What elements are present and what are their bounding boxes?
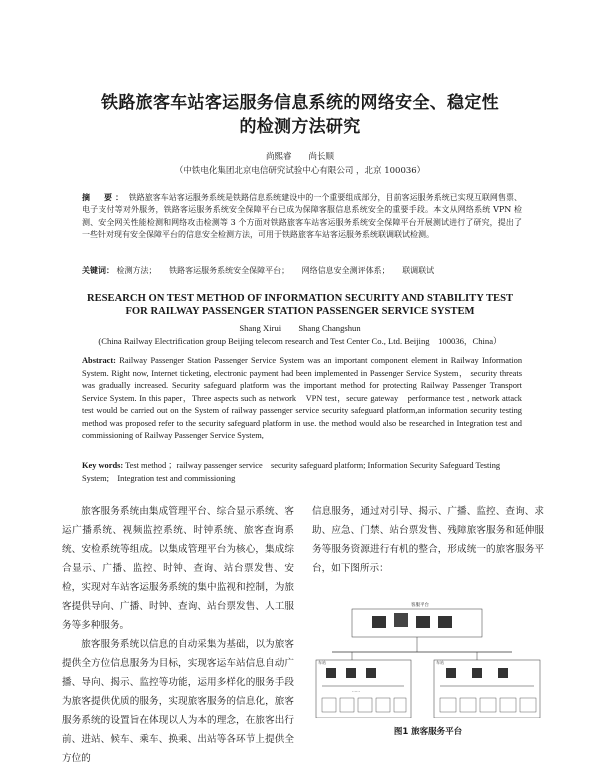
keywords-en-text: Test method ；railway passenger service security safeguard platform; Information Security Safeguard Testing System; Integration test and commissioning xyxy=(82,461,501,483)
abstract-en-label: Abstract: xyxy=(82,356,116,365)
subsystem-box xyxy=(394,698,406,712)
server-icon xyxy=(394,613,408,627)
body-right-column xyxy=(312,502,544,578)
keywords-cn-label: 关键词： xyxy=(82,266,114,275)
title-cn-line2: 的检测方法研究 xyxy=(239,117,361,137)
figure-top-label: 客服平台 xyxy=(411,603,429,608)
keyword-cn: 铁路客运服务系统安全保障平台； xyxy=(169,266,290,275)
abstract-cn-text: 铁路旅客车站客运服务系统是铁路信息系统建设中的一个重要组成部分，目前客运服务系统已实现互联网售票、电子支付等对外服务，铁路客运服务系统安全保障平台已成为保障客服信息系统安全的重要手段。本文从网络系统 VPN 检测、安全网关性能检测和网络攻击检测等 3 个方面对铁路旅客车站客运服务系统安全保障平台开展测试进行了研究，提出了一些针对现有安全保障平台的信息安全检测方法，可用于铁路旅客车站客运服务系统联调联试检测。 xyxy=(82,193,522,240)
authors-cn: 尚熙睿 尚长顺 xyxy=(265,152,334,162)
station-right-label: 车站 xyxy=(436,660,444,665)
subsystem-box xyxy=(322,698,336,712)
abstract-cn xyxy=(82,192,522,242)
keyword-cn: 联调联试 xyxy=(402,266,435,275)
body-paragraph: 信息服务，通过对引导、揭示、广播、监控、查询、求助、应急、门禁、站台票发售、残障旅客服务和延伸服务等服务资源进行有机的整合，形成统一的旅客服务平台，如下图所示： xyxy=(312,506,544,574)
subsystem-box xyxy=(358,698,372,712)
station-server-icon xyxy=(446,668,456,678)
station-server-icon xyxy=(366,668,376,678)
station-left-label: 车站 xyxy=(318,660,326,665)
keyword-cn: 检测方法； xyxy=(116,266,157,275)
keywords-en-label: Key words: xyxy=(82,461,124,470)
subsystem-box xyxy=(340,698,354,712)
keywords-en xyxy=(82,460,522,485)
body-paragraph: 旅客服务系统以信息的自动采集为基础，以为旅客提供全方位信息服务为目标，实现客运车站信息自动广播、导向、揭示、监控等功能，运用多样化的服务手段为旅客提供优质的服务，实现旅客服务的信息化，旅客服务系统的设置旨在体现以人为本的理念，在旅客出行前、进站、候车、乘车、换乘、出站等各环节上提供全方位的 xyxy=(62,639,294,764)
passenger-service-platform-diagram xyxy=(312,600,544,718)
subsystem-box xyxy=(520,698,536,712)
subsystem-box xyxy=(376,698,390,712)
affiliation-en: (China Railway Electrification group Beijing telecom research and Test Center Co., Ltd. Beijing 100036，China） xyxy=(98,336,502,346)
subsystem-box xyxy=(500,698,516,712)
abstract-en-text: Railway Passenger Station Passenger Service System was an important component element in Railway Information System. Right now, Internet ticketing, electronic payment had been implemented in Passenger Service System， security threats was gradually increased. Security safeguard platform was the important method for protecting Railway Passenger Transport Service System. In this paper，Three aspects such as network VPN test，secure gateway performance test , network attack test would be carried out on the System of railway passenger service security safeguard platform,an information security testing method was proposed refer to the security safeguard platform in use. the method would also be researched in Integration test and commissioning of Railway Passenger Service System, xyxy=(82,356,523,440)
dots-label: …… xyxy=(352,688,360,693)
server-icon xyxy=(416,616,430,628)
authors-en: Shang Xirui Shang Changshun xyxy=(239,323,361,333)
abstract-cn-label: 摘 要： xyxy=(82,193,127,202)
title-en-line2: FOR RAILWAY PASSENGER STATION PASSENGER SERVICE SYSTEM xyxy=(125,306,475,317)
abstract-en xyxy=(82,355,522,443)
subsystem-box xyxy=(460,698,476,712)
title-en-line1: RESEARCH ON TEST METHOD OF INFORMATION SECURITY AND STABILITY TEST xyxy=(86,293,514,304)
station-server-icon xyxy=(346,668,356,678)
station-server-icon xyxy=(326,668,336,678)
station-server-icon xyxy=(472,668,482,678)
body-paragraph: 旅客服务系统由集成管理平台、综合显示系统、客运广播系统、视频监控系统、时钟系统、旅客查询系统、安检系统等组成。以集成管理平台为核心，集成综合显示、广播、监控、时钟、查询、站台票发售、安检，实现对车站客运服务系统的集中监视和控制，为旅客提供导向、广播、时钟、查询、站台票发售、人工服务等多种服务。 xyxy=(62,506,294,631)
affiliation-cn: （中铁电化集团北京电信研究试验中心有限公司 ，北京 100036） xyxy=(174,166,426,176)
keywords-cn xyxy=(82,265,522,277)
station-server-icon xyxy=(498,668,508,678)
server-icon xyxy=(438,616,452,628)
body-left-column xyxy=(62,502,294,768)
title-cn-line1: 铁路旅客车站客运服务信息系统的网络安全、稳定性 xyxy=(101,93,499,113)
keyword-cn: 网络信息安全测评体系； xyxy=(301,266,390,275)
figure-caption: 图1 旅客服务平台 xyxy=(393,727,463,737)
server-icon xyxy=(372,616,386,628)
subsystem-box xyxy=(440,698,456,712)
subsystem-box xyxy=(480,698,496,712)
